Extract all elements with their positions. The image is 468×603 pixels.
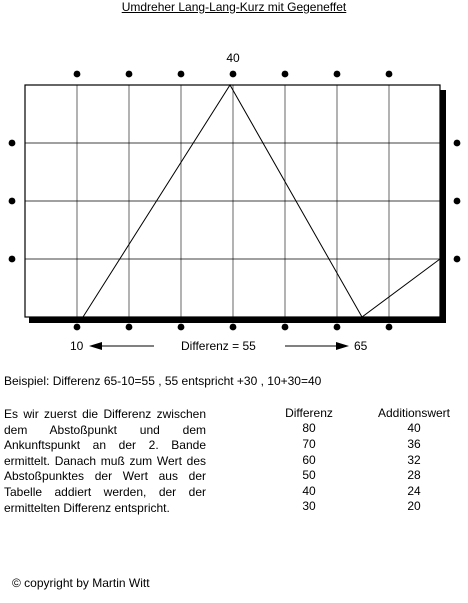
table-cell: 60 [302,452,316,467]
top-point-label: 40 [226,51,240,65]
column-header-addition: Additionswert [377,405,451,420]
right-arrow-icon [285,342,349,350]
difference-label: Differenz = 55 [181,339,256,353]
table-cell: 70 [302,436,316,451]
table-cell: 80 [302,421,316,436]
description-text: Es wir zuerst die Differenz zwischen dem Abstoßpunkt und dem Ankunftspunkt an der 2. Bande ermittelt. Danach muß zum Wert des Abstoßpunktes der Wert aus der Tabelle addiert werden, der der ermittelten Differenz entspricht. [4,407,206,515]
table-cell: 32 [407,452,421,467]
table-row [280,436,458,452]
table-row [280,483,458,499]
table-cell: 20 [407,499,421,514]
table-cell: 24 [407,483,421,498]
start-point-label: 10 [70,339,84,353]
table-cell: 30 [302,499,316,514]
top-diamonds [74,71,393,78]
right-diamonds [454,140,461,263]
table-cell: 40 [302,483,316,498]
difference-table [280,405,458,514]
table-cell: 28 [407,468,421,483]
table-row [280,499,458,515]
table-cell: 40 [407,421,421,436]
table-cell: 36 [407,436,421,451]
table-row [280,467,458,483]
table-cell: 50 [302,468,316,483]
page-title: Umdreher Lang-Lang-Kurz mit Gegeneffet [121,0,347,14]
left-diamonds [9,140,16,263]
left-arrow-icon [89,342,154,350]
table-row [280,421,458,437]
example-text: Beispiel: Differenz 65-10=55 , 55 entspricht +30 , 10+30=40 [4,374,322,388]
table-row [280,452,458,468]
copyright-text: © copyright by Martin Witt [12,576,150,590]
table-header-row [280,405,458,421]
bottom-diamonds [74,324,393,331]
column-header-difference: Differenz [285,405,333,420]
end-point-label: 65 [354,339,368,353]
